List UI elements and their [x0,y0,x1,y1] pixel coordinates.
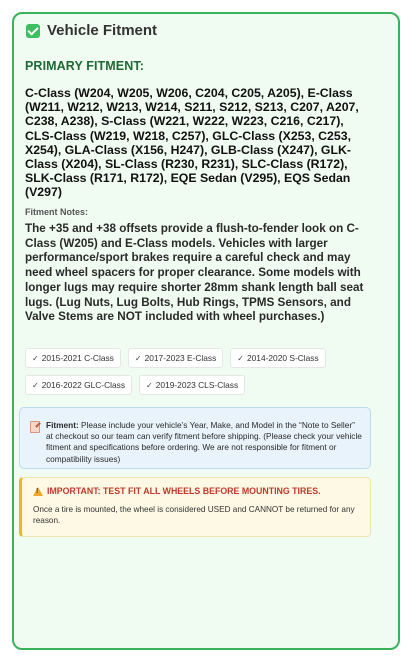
primary-fitment-label: PRIMARY FITMENT: [25,59,144,73]
warning-header [33,486,321,496]
model-tag-label: 2016-2022 GLC-Class [41,380,126,390]
fitment-notes-label: Fitment Notes: [25,207,88,217]
model-tag-label: 2017-2023 E-Class [144,353,217,363]
fitment-notes-text: The +35 and +38 offsets provide a flush-to-fender look on C-Class (W205) and E-Class models. Vehicles with larger performance/sport brakes require a careful check and may need wheel spacers for proper clearance. Some models with longer lugs may require shorter 28mm shank length ball seat lugs. (Lug Nuts, Lug Bolts, Hub Rings, TPMS Sensors, and Valve Stems are NOT included with wheel purchases.) [25,222,364,324]
memo-icon [30,421,40,433]
model-tag-label: 2014-2020 S-Class [246,353,319,363]
card-title: Vehicle Fitment [47,22,158,39]
important-warning-box [19,477,371,537]
fitment-info-text [46,420,362,465]
model-tag-label: 2019-2023 CLS-Class [155,380,239,390]
warning-triangle-icon [33,487,43,496]
checkmark-icon: ✓ [32,380,39,390]
fitment-info-label: Fitment: [46,420,79,430]
checkbox-checked-icon [26,24,40,38]
checkmark-icon: ✓ [134,353,142,363]
model-tag [25,375,132,395]
checkmark-icon: ✓ [32,353,39,363]
model-tag [128,348,223,368]
checkmark-icon: ✓ [146,380,153,390]
card-header [26,22,157,39]
fitment-info-box [19,407,371,469]
warning-text: Once a tire is mounted, the wheel is considered USED and CANNOT be returned for any reason. [33,505,355,526]
model-tag-label: 2015-2021 C-Class [41,353,114,363]
primary-fitment-list: C-Class (W204, W205, W206, C204, C205, A205), E-Class (W211, W212, W213, W214, S211, S212, S213, C207, A207, C238, A238), S-Class (W221, W222, W223, C216, C217), CLS-Class (W219, W218, C257), GLC-Class (X253, C253, X254), GLA-Class (X156, H247), GLB-Class (X247), GLK-Class (X204), SL-Class (R230, R231), SLC-Class (R172), SLK-Class (R171, R172), EQE Sedan (V295), EQS Sedan (V297) [25,86,359,200]
fitment-info-body: Please include your vehicle’s Year, Make, and Model in the “Note to Seller” at checkout so our team can verify fitment before shipping. (Please check your vehicle fitment and specifications before ordering. We are not responsible for fitment or compatibility issues) [46,420,362,464]
warning-title: IMPORTANT: TEST FIT ALL WHEELS BEFORE MOUNTING TIRES. [47,486,321,496]
checkmark-icon: ✓ [237,353,244,363]
model-tag [230,348,325,368]
model-tag [139,375,245,395]
model-tag [25,348,121,368]
model-year-tags [25,348,373,395]
